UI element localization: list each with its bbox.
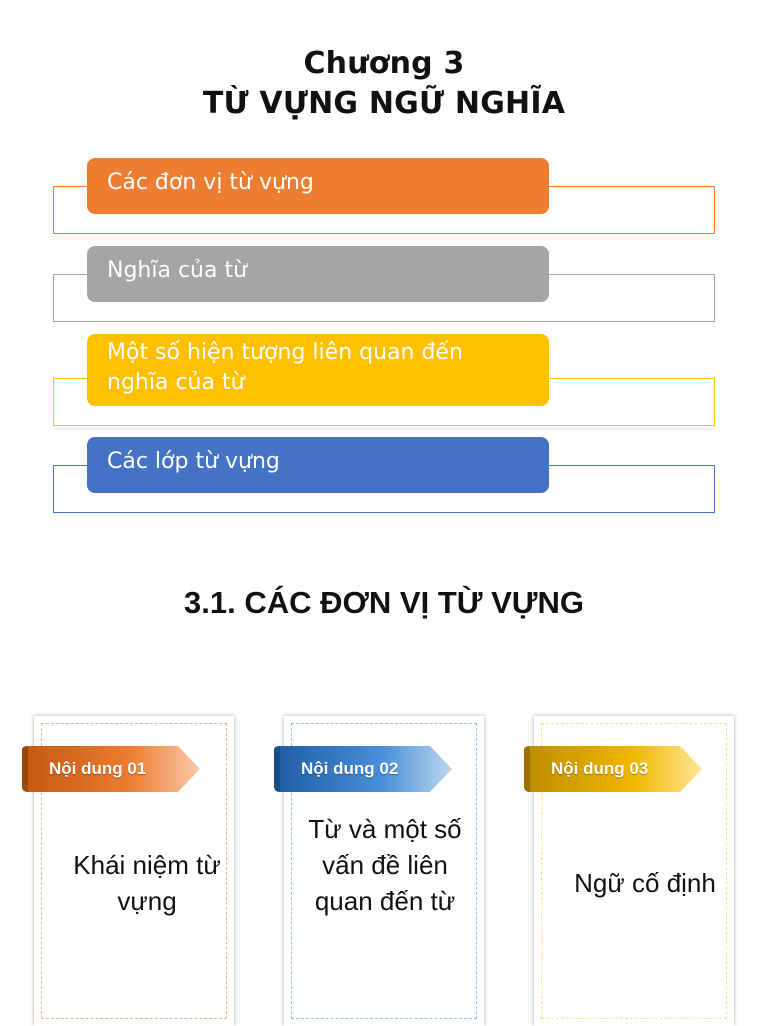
card-text-3: Ngữ cố định [574, 868, 716, 898]
section-heading: 3.1. CÁC ĐƠN VỊ TỪ VỰNG [184, 585, 584, 620]
topic-item-1 [87, 158, 549, 214]
ribbon-3 [524, 746, 704, 792]
topic-label-2: Nghĩa của từ [107, 258, 248, 283]
card-text-1: Khái niệm từ vựng [73, 850, 221, 916]
topic-item-4 [87, 437, 549, 493]
ribbon-label-1: Nội dung 01 [49, 759, 147, 778]
ribbon-label-3: Nội dung 03 [551, 759, 649, 778]
topic-label-1: Các đơn vị từ vựng [107, 170, 314, 195]
topic-label-4: Các lớp từ vựng [107, 449, 280, 474]
topic-item-3 [87, 334, 549, 406]
topic-label-3: Một số hiện tượng liên quan đến nghĩa của từ [107, 340, 463, 395]
ribbon-label-2: Nội dung 02 [301, 759, 399, 778]
chapter-name: TỪ VỰNG NGỮ NGHĨA [202, 86, 566, 121]
ribbon-1 [22, 746, 202, 792]
card-text-2: Từ và một số vấn đề liên quan đến từ [308, 814, 462, 916]
ribbon-2 [274, 746, 454, 792]
topic-item-2 [87, 246, 549, 302]
chapter-number: Chương 3 [303, 46, 465, 81]
chapter-title [0, 44, 768, 124]
